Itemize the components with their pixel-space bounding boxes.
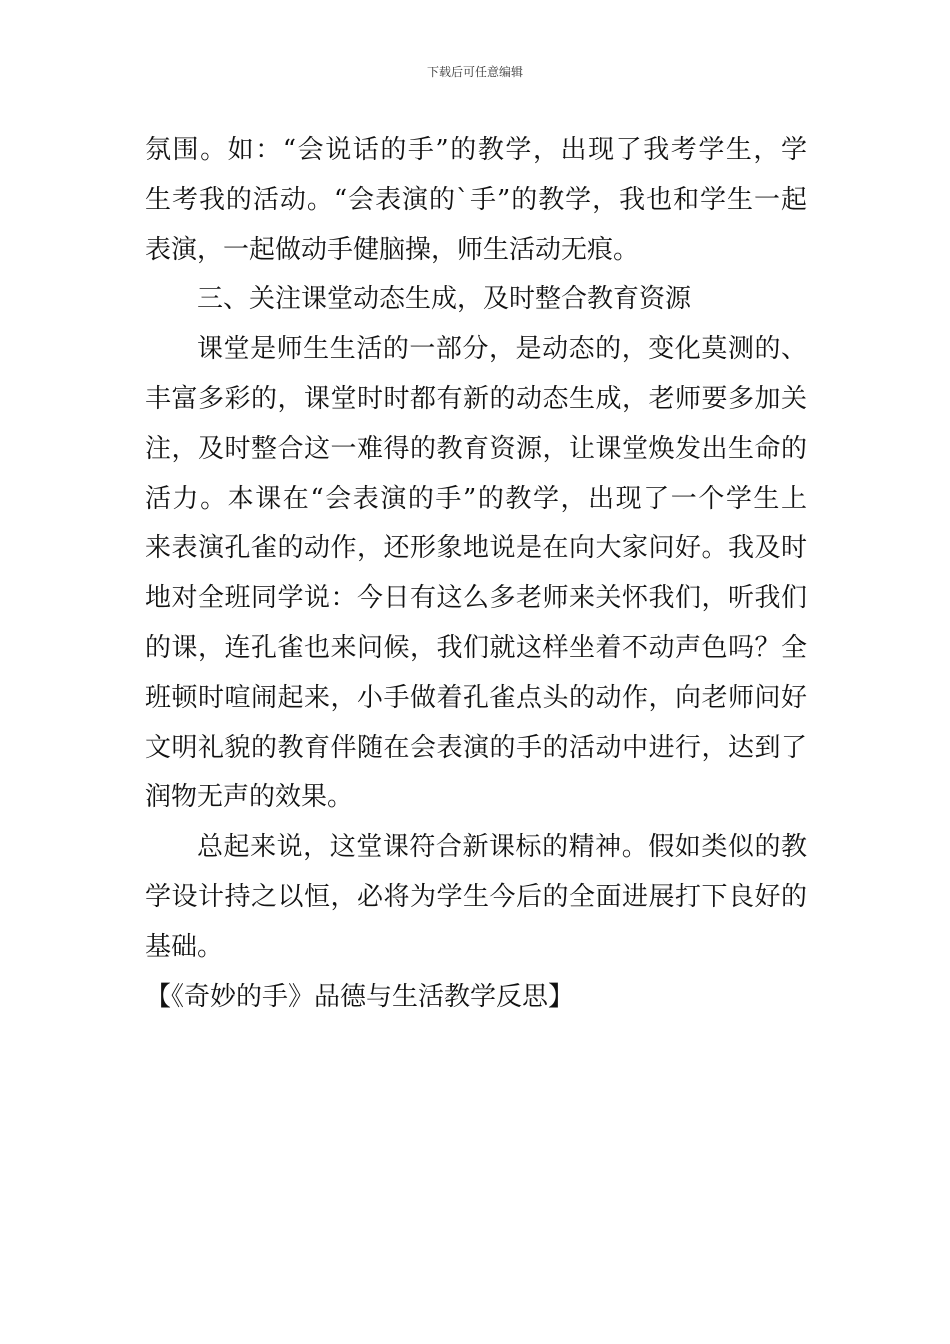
paragraph-line: 学设计持之以恒，必将为学生今后的全面进展打下良好的 [145, 881, 807, 912]
paragraph-line: 生考我的活动。“会表演的`手”的教学，我也和学生一起 [145, 184, 807, 215]
paragraph-line: 基础。 [145, 931, 224, 962]
paragraph-line: 活力。本课在“会表演的手”的教学，出现了一个学生上 [145, 483, 807, 514]
document-body [145, 126, 807, 1022]
section-heading: 三、关注课堂动态生成，及时整合教育资源 [197, 284, 692, 315]
paragraph-line: 来表演孔雀的动作，还形象地说是在向大家问好。我及时 [145, 533, 807, 564]
paragraph-line: 总起来说，这堂课符合新课标的精神。假如类似的教 [197, 832, 807, 863]
paragraph-line: 地对全班同学说：今日有这么多老师来关怀我们，听我们 [145, 583, 807, 614]
paragraph-line: 氛围。如：“会说话的手”的教学，出现了我考学生，学 [145, 135, 807, 165]
paragraph-line: 表演，一起做动手健脑操，师生活动无痕。 [145, 234, 640, 265]
paragraph-line: 文明礼貌的教育伴随在会表演的手的活动中进行，达到了 [145, 732, 807, 763]
paragraph-line: 注，及时整合这一难得的教育资源，让课堂焕发出生命的 [145, 433, 807, 464]
page-header-note: 下载后可任意编辑 [426, 65, 523, 79]
paragraph-line: 润物无声的效果。 [145, 782, 354, 813]
document-title-reference: 【《奇妙的手》品德与生活教学反思】 [145, 981, 575, 1012]
paragraph-line: 课堂是师生生活的一部分，是动态的，变化莫测的、 [197, 334, 807, 365]
paragraph-line: 丰富多彩的，课堂时时都有新的动态生成，老师要多加关 [145, 383, 807, 414]
paragraph-line: 的课，连孔雀也来问候，我们就这样坐着不动声色吗？全 [145, 632, 807, 663]
paragraph-line: 班顿时喧闹起来，小手做着孔雀点头的动作，向老师问好 [145, 682, 807, 713]
